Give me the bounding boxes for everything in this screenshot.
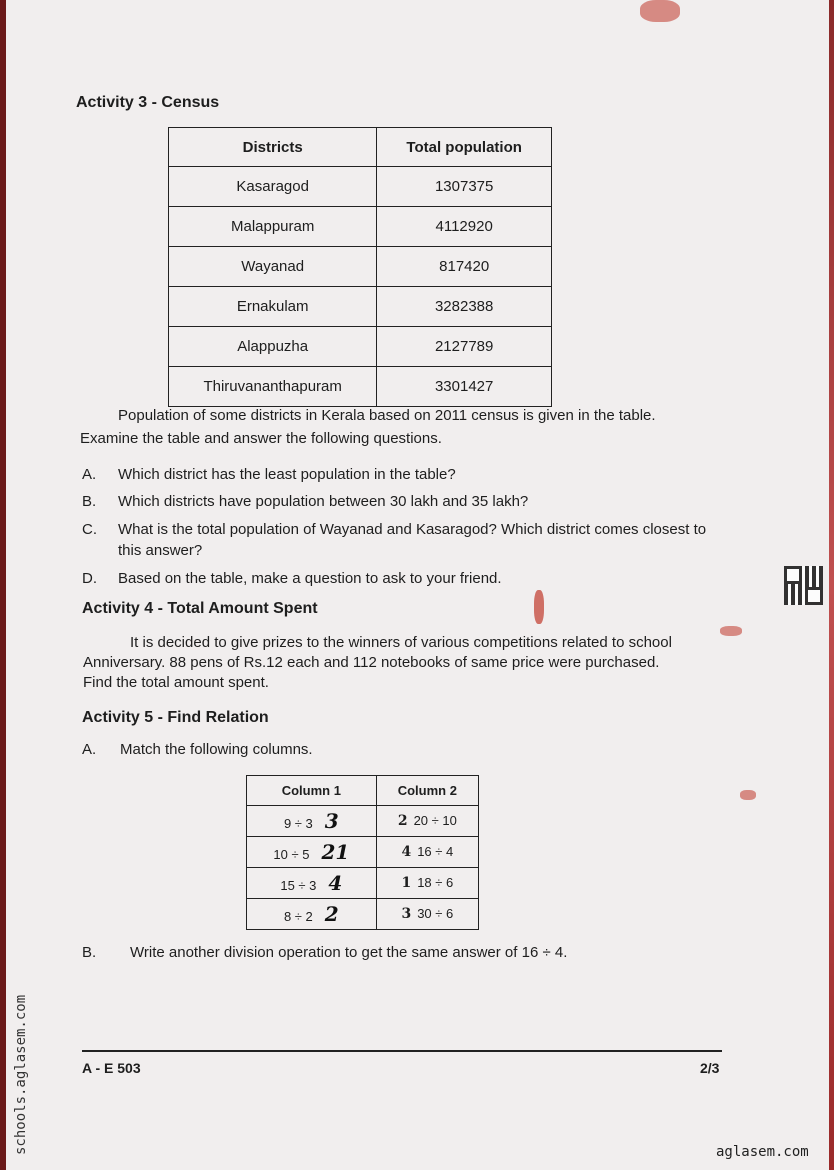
population-cell: 1307375 (377, 167, 552, 207)
population-cell: 817420 (377, 247, 552, 287)
activity3-title: Activity 3 - Census (76, 94, 220, 111)
table-row (169, 247, 552, 287)
district-cell: Malappuram (169, 207, 377, 247)
handwritten-answer: 2 (324, 902, 339, 926)
column1-cell (247, 806, 377, 837)
header-column-1: Column 1 (247, 776, 377, 806)
district-cell: Wayanad (169, 247, 377, 287)
handwritten-mark: 3 (401, 906, 412, 922)
ink-smudge (534, 590, 544, 624)
header-column-2: Column 2 (376, 776, 478, 806)
division-expression: 18 ÷ 6 (417, 875, 454, 890)
census-table (168, 127, 552, 407)
division-expression: 30 ÷ 6 (417, 906, 454, 921)
intro-line-1: Population of some districts in Kerala based on 2011 census is given in the table. (118, 407, 656, 424)
table-row (169, 327, 552, 367)
district-cell: Kasaragod (169, 167, 377, 207)
question-text: What is the total population of Wayanad and Kasaragod? Which district comes closest to this answer? (118, 521, 707, 559)
intro-line-2: Examine the table and answer the following questions. (80, 430, 442, 447)
handwritten-mark: 2 (397, 813, 408, 829)
ink-smudge (640, 0, 680, 22)
question-label: D. (82, 570, 97, 587)
ink-smudge (740, 790, 756, 800)
division-expression: 16 ÷ 4 (417, 844, 454, 859)
table-row (169, 207, 552, 247)
population-cell: 3282388 (377, 287, 552, 327)
division-expression: 20 ÷ 10 (413, 813, 457, 828)
table-header-row (169, 128, 552, 167)
question-text: Which district has the least population in the table? (118, 466, 456, 483)
handwritten-mark: 4 (401, 844, 412, 860)
question-text: Which districts have population between 30 lakh and 35 lakh? (118, 493, 529, 510)
footer-page-number: 2/3 (700, 1060, 720, 1076)
district-cell: Alappuzha (169, 327, 377, 367)
column2-cell (376, 899, 478, 930)
table-row (169, 287, 552, 327)
footer-divider (82, 1050, 722, 1052)
division-expression: 9 ÷ 3 (283, 816, 313, 831)
column2-cell (376, 806, 478, 837)
activity5-title: Activity 5 - Find Relation (82, 709, 269, 726)
handwritten-answer: 21 (321, 840, 350, 864)
activity4-line-2: Anniversary. 88 pens of Rs.12 each and 112 notebooks of same price were purchased. (83, 654, 660, 671)
handwritten-mark: 1 (401, 875, 412, 891)
header-total-population: Total population (377, 128, 552, 167)
partB-label: B. (82, 944, 97, 961)
column1-cell (247, 868, 377, 899)
table-row (247, 899, 479, 930)
page-right-edge (829, 0, 834, 1170)
question-text: Based on the table, make a question to ask to your friend. (118, 570, 502, 587)
table-row (169, 167, 552, 207)
population-cell: 4112920 (377, 207, 552, 247)
column1-cell (247, 899, 377, 930)
district-cell: Thiruvananthapuram (169, 367, 377, 407)
table-header-row (247, 776, 479, 806)
table-row (247, 806, 479, 837)
qr-code-icon (784, 566, 823, 605)
question-label: C. (82, 521, 97, 538)
partB-text: Write another division operation to get the same answer of 16 ÷ 4. (130, 944, 568, 961)
footer-code: A - E 503 (82, 1060, 141, 1076)
division-expression: 15 ÷ 3 (280, 878, 317, 893)
column1-cell (247, 837, 377, 868)
division-expression: 10 ÷ 5 (273, 847, 310, 862)
table-row (169, 367, 552, 407)
column2-cell (376, 837, 478, 868)
division-expression: 8 ÷ 2 (283, 909, 313, 924)
activity4-line-3: Find the total amount spent. (83, 674, 269, 691)
partA-label: A. (82, 741, 97, 758)
column2-cell (376, 868, 478, 899)
handwritten-answer: 4 (328, 871, 343, 895)
handwritten-answer: 3 (324, 809, 339, 833)
question-label: A. (82, 466, 97, 483)
question-label: B. (82, 493, 97, 510)
page-left-edge (0, 0, 6, 1170)
activity4-title: Activity 4 - Total Amount Spent (82, 600, 318, 617)
table-row (247, 837, 479, 868)
header-districts: Districts (169, 128, 377, 167)
ink-smudge (720, 626, 742, 636)
population-cell: 3301427 (377, 367, 552, 407)
partA-text: Match the following columns. (120, 741, 313, 758)
population-cell: 2127789 (377, 327, 552, 367)
table-row (247, 868, 479, 899)
match-table (246, 775, 479, 930)
watermark-left: schools.aglasem.com (13, 994, 29, 1155)
district-cell: Ernakulam (169, 287, 377, 327)
activity4-line-1: It is decided to give prizes to the winners of various competitions related to school (130, 634, 672, 651)
watermark-right: aglasem.com (716, 1144, 809, 1160)
